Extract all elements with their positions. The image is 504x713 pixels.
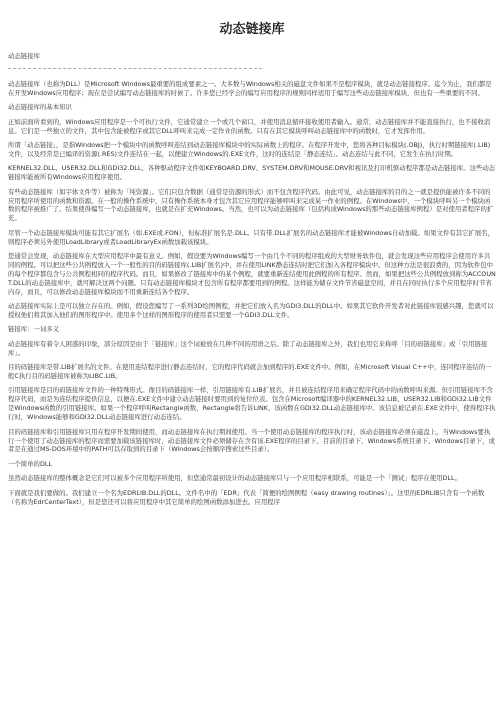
section-heading: 一个简单的DLL: [8, 459, 52, 468]
paragraph: 动态链接库（也称为DLL）是Microsoft Windows最重要的组成要素之一。大多数与Windows相关的磁盘文件如果不是程序模块，就是动态链接程序。迄今为止，我们都是在开发Windows应用程序；现在是尝试编写动态链接库的时候了。许多您已经学会的编写应用程序的规则同样适用于编写这些动态链接库模块，但也有一些重要的不同。: [8, 80, 492, 97]
paragraph: 下面就是我们要做的。我们建立一个名为EDRLIB.DLL的DLL。文件名中的「EDR」代表「简便的绘图例程（easy drawing routines）」。这里的EDRLIB只含有一个函数（名称为EdrCenterText），但是您还可以将应用程序中其它简单的绘图函数添加进去。应用程序: [8, 488, 485, 506]
document-subtitle: 动态链接库: [8, 52, 40, 60]
paragraph: 有些动态链接库（如字体文件等）被称为「纯资源」。它们只包含数据（通常是资源的形式）而不包含程序代码。由此可见，动态链接库的目的之一就是提供能被许多不同的应用程序所使用的函数和资源。在一般的操作系统中，只有操作系统本身才包含其它应用程序能够呼叫来完成某一作业的例程。在Windows中，一个模块呼叫另一个模块函数的程序被推广了。结果使得编写一个动态链接库，也就是在扩充Windows。当然，也可以为动态链接库（包括构成Windows的那些动态链接库例程）是对使用者程序的扩充。: [8, 187, 494, 223]
paragraph: 目的码链接库和引用链接库只用在程序开发期间使用，而动态链接库在执行期间使用。当一个使用动态链接库的程序执行时，该动态链接库必须在磁盘上。当Windows要执行一个使用了动态链接库的程序而需要加载该链接库时，动态链接库文件必须储存在含有该.EXE程序的目录下、目前的目录下、Windows系统目录下、Windows目录下，或者是在通过MS-DOS环境中的PATH可以存取到的目录下（Windows会按顺序搜索这些目录）。: [8, 427, 495, 454]
paragraph: 动态链接库有着令人困惑的印象，部分原因是由于「链接库」这个词被放在几种不同的用语之后。除了动态链接库之外，我们也用它来称呼「目的码链接库」或「引用链接库」。: [8, 339, 488, 357]
section-heading: 链接库：一词多义: [8, 325, 60, 334]
paragraph: KERNEL32.DLL、USER32.DLL和GDI32.DLL、各种驱动程序文件如KEYBOARD.DRV、SYSTEM.DRV和MOUSE.DRV和视讯及打印机驱动程序都是动态链接库。这些动态链接库能被所有Windows应用程序使用。: [8, 164, 496, 182]
paragraph: 动态链接库实际上是可以独立存在的。例如，假设您编写了一系列3D绘图例程，并把它们放入名为GDI3.DLL的DLL中。如果其它软件开发者对此链接库很感兴趣，您就可以授权他们将其加入他们的图形程序中。使用多个这样的图形程序的使用者只需要一个GDI3.DLL文件。: [8, 302, 494, 320]
section-heading: 动态链接库的基本知识: [8, 103, 72, 112]
paragraph: 尽管一个动态链接库模块可能有其它扩展名（如.EXE或.FON），但标准扩展名是.DLL。只有带.DLL扩展名的动态链接库才能被Windows自动加载。如果文件有其它扩展名，则程序必须另外使用LoadLibrary或者LoadLibraryEx函数加载该模块。: [8, 228, 495, 246]
dashed-divider: [8, 68, 262, 69]
paragraph: 目的码链接库是带.LIB扩展名的文件。在使用连结程序进行静态连结时，它的程序代码就会加到程序的.EXE文件中。例如，在Microsoft Visual C++中，连同程序连结的一般C执行目的码链接库被称为LIBC.LIB。: [8, 363, 492, 381]
paragraph: 您通常会发现，动态链接库在大型应用程序中最有意义。例如，假设要为Windows编写一个由几个不同的程序组成的大型财务软件包，就会发现这些应用程序会使用许多共同的例程。可以把这些公共例程放入一个一般性的目的码链接库(.LIB扩展名)中，并在使用LINK静态连结时把它们加入各程序模块中。但这种方法是很浪费的，因为软件包中的每个程序都包含与公共例程相同的程序代码。而且，如果修改了链接库中的某个例程，就要重新连结使用此例程的所有程序。然而，如果把这些公共例程放到称为ACCOUNT.DLL的动态链接库中，就可解决这两个问题。只有动态链接库模块才包含所有程序都要用到的例程。这样能为储存文件节省磁盘空间，并且在同时执行多个应用程序时节省内存，而且，可以修改动态链接库模块而不用重新连结各个程序。: [8, 252, 496, 296]
paragraph: 正如前面所看到的，Windows应用程序是一个可执行文件，它通常建立一个或几个窗口，并使用消息循环接收使用者输入。通常，动态链接库并不能直接执行，也不接收消息。它们是一些独立的文件，其中包含能被程序或其它DLL呼叫来完成一定作业的函数。只有在其它模块呼叫动态链接库中的函数时，它才发挥作用。: [8, 117, 491, 135]
page-title: 动态链接库: [219, 22, 285, 37]
paragraph: 虽然动态链接库的整体概念是它们可以被多个应用程序所使用，但您通常最初设计的动态链接库只与一个应用程序相联系，可能是一个「测试」程序在使用DLL。: [8, 474, 461, 483]
paragraph: 引用链接库是目的码链接库文件的一种特殊形式。像目的码链接库一样，引用链接库有.LIB扩展名，并且被连结程序用来确定程序代码中的函数呼叫来源。但引用链接库不含程序代码，而是为连结程序提供信息，以便在.EXE文件中建立动态链接时要用到的复位位表。包含在Microsoft编译器中的KERNEL32.LIB、USER32.LIB和GDI32.LIB文件是Windows函数的引用链接库。如果一个程序呼叫Rectangle函数，Rectangle将告诉LINK，该函数在GDI32.DLL动态链接库中。该信息被记录在.EXE文件中，使得程序执行时，Windows能够和GDI32.DLL动态链接库进行动态连结。: [8, 386, 496, 422]
paragraph: 所谓「动态链接」，是指Windows把一个模块中的函数呼叫连结到动态链接库模块中的实际函数上的程序。在程序开发中，您将各种目标模块(.OBJ)，执行时期链接库(.LIB)文件，以及经常是已编译的资源(.RES)文件连结在一起，以便建立Windows的.EXE文件，这时的连结是「静态连结」。动态连结与此不同，它发生在执行时期。: [8, 141, 491, 158]
document-body: [8, 80, 496, 506]
